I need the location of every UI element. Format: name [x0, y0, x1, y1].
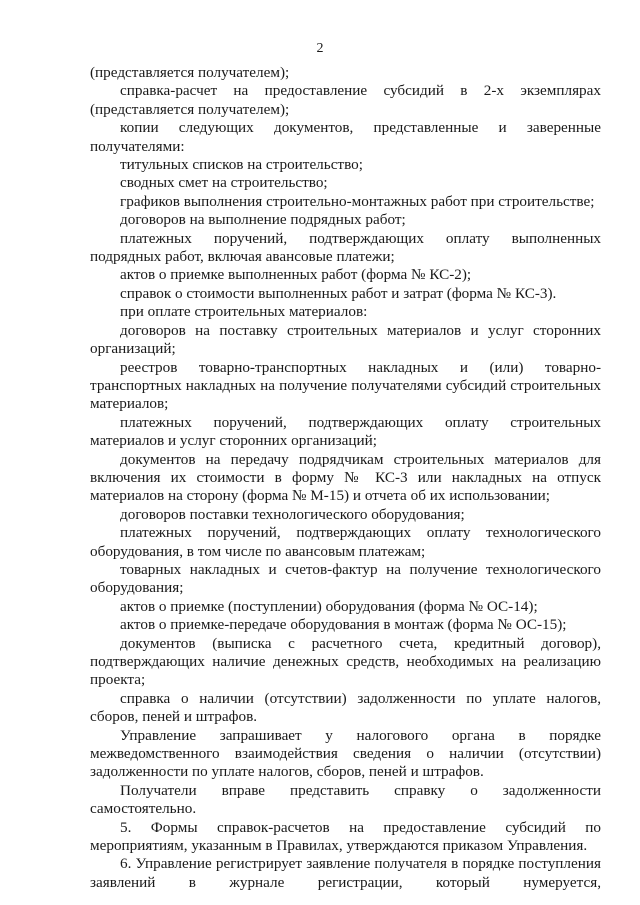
paragraph: платежных поручений, подтверждающих оплату строительных материалов и услуг сторонних организаций;	[90, 413, 601, 450]
paragraph: сводных смет на строительство;	[120, 174, 328, 192]
paragraph: договоров на поставку строительных материалов и услуг сторонних организаций;	[90, 321, 601, 358]
paragraph: справка о наличии (отсутствии) задолженности по уплате налогов, сборов, пеней и штрафов.	[90, 689, 601, 726]
paragraph: Получатели вправе представить справку о задолженности самостоятельно.	[90, 781, 601, 818]
paragraph: 6. Управление регистрирует заявление получателя в порядке поступления заявлений в журнале регистрации, который нумеруется,	[90, 855, 601, 891]
paragraph: 5. Формы справок-расчетов на предоставление субсидий по мероприятиям, указанным в Правилах, утверждаются приказом Управления.	[90, 818, 601, 855]
paragraph: справок о стоимости выполненных работ и затрат (форма № КС-3).	[120, 284, 557, 302]
paragraph: актов о приемке выполненных работ (форма № КС-2);	[120, 266, 472, 284]
paragraph: товарных накладных и счетов-фактур на получение технологического оборудования;	[90, 560, 601, 597]
page-number: 2	[316, 41, 324, 56]
paragraph: актов о приемке (поступлении) оборудования (форма № ОС-14);	[120, 597, 538, 615]
paragraph: актов о приемке-передаче оборудования в монтаж (форма № ОС-15);	[120, 616, 567, 634]
paragraph: титульных списков на строительство;	[120, 156, 363, 174]
paragraph: при оплате строительных материалов:	[120, 303, 368, 321]
paragraph: (представляется получателем);	[90, 64, 290, 81]
paragraph: справка-расчет на предоставление субсидий в 2-х экземплярах (представляется получателем);	[90, 82, 601, 118]
paragraph: договоров поставки технологического оборудования;	[120, 505, 465, 523]
paragraph: графиков выполнения строительно-монтажных работ при строительстве;	[120, 192, 595, 210]
paragraph: платежных поручений, подтверждающих оплату технологического оборудования, в том числе по авансовым платежам;	[90, 524, 601, 560]
paragraph: копии следующих документов, представленные и заверенные получателями:	[90, 119, 601, 155]
paragraph: документов на передачу подрядчикам строительных материалов для включения их стоимости в форму № КС-3 или накладных на отпуск материалов на сторону (форма № М-15) и отчета об их использовании;	[90, 450, 601, 505]
paragraph: платежных поручений, подтверждающих оплату выполненных подрядных работ, включая авансовые платежи;	[90, 229, 601, 266]
paragraph: документов (выписка с расчетного счета, кредитный договор), подтверждающих наличие денежных средств, необходимых на реализацию проекта;	[90, 634, 601, 689]
paragraph: договоров на выполнение подрядных работ;	[120, 211, 406, 229]
document-body	[90, 64, 601, 892]
paragraph: Управление запрашивает у налогового органа в порядке межведомственного взаимодействия сведения о наличии (отсутствии) задолженности по уплате налогов, сборов, пеней и штрафов.	[90, 726, 601, 781]
paragraph: реестров товарно-транспортных накладных и (или) товарно-транспортных накладных на получение получателями субсидий строительных материалов;	[90, 358, 601, 413]
